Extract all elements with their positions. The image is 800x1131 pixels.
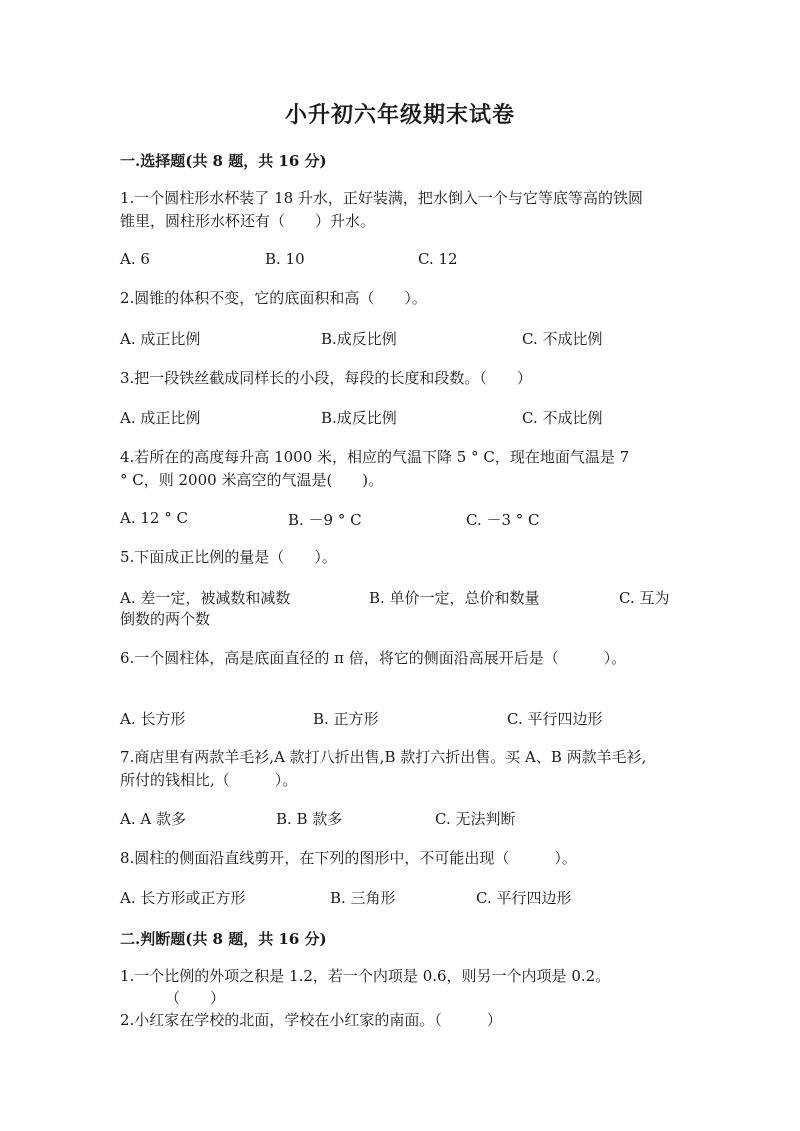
question-8-option-a: A. 长方形或正方形 bbox=[120, 889, 246, 907]
question-6-option-a: A. 长方形 bbox=[120, 710, 186, 728]
tf-question-1-answer-blank: （ ） bbox=[165, 989, 226, 1007]
question-6-option-b: B. 正方形 bbox=[313, 710, 379, 728]
question-1-line-1: 1.一个圆柱形水杯装了 18 升水，正好装满，把水倒入一个与它等底等高的铁圆 bbox=[120, 189, 643, 207]
section-header-true-false: 二.判断题(共 8 题，共 16 分) bbox=[120, 930, 327, 948]
question-8-option-c: C. 平行四边形 bbox=[476, 889, 572, 907]
question-7-line-1: 7.商店里有两款羊毛衫,A 款打八折出售,B 款打六折出售。买 A、B 两款羊毛衫, bbox=[120, 748, 647, 766]
tf-question-1-line-1: 1.一个比例的外项之积是 1.2，若一个内项是 0.6，则另一个内项是 0.2。 bbox=[120, 967, 611, 985]
question-5-option-a: A. 差一定，被减数和减数 bbox=[120, 589, 291, 607]
page-title: 小升初六年级期末试卷 bbox=[284, 102, 515, 128]
question-3-option-b: B.成反比例 bbox=[321, 409, 397, 427]
question-3-option-a: A. 成正比例 bbox=[120, 409, 201, 427]
question-5-option-c: C. 互为 bbox=[619, 589, 670, 607]
question-5-line-1: 5.下面成正比例的量是（ ）。 bbox=[120, 548, 337, 566]
question-4-line-2: ° C，则 2000 米高空的气温是( )。 bbox=[120, 471, 384, 489]
question-7-line-2: 所付的钱相比,（ ）。 bbox=[120, 771, 298, 789]
question-2-line-1: 2.圆锥的体积不变，它的底面积和高（ ）。 bbox=[120, 289, 427, 307]
question-6-line-1: 6.一个圆柱体，高是底面直径的 π 倍，将它的侧面沿高展开后是（ ）。 bbox=[120, 649, 627, 667]
question-2-option-b: B.成反比例 bbox=[321, 330, 397, 348]
question-5-option-c-continued: 倒数的两个数 bbox=[120, 610, 211, 628]
section-header-multiple-choice: 一.选择题(共 8 题，共 16 分) bbox=[120, 152, 327, 170]
question-1-option-a: A. 6 bbox=[120, 250, 150, 268]
tf-question-2-line-1: 2.小红家在学校的北面，学校在小红家的南面。（ ） bbox=[120, 1011, 502, 1029]
question-8-line-1: 8.圆柱的侧面沿直线剪开，在下列的图形中，不可能出现（ ）。 bbox=[120, 849, 577, 867]
question-3-line-1: 3.把一段铁丝截成同样长的小段，每段的长度和段数。（ ） bbox=[120, 369, 532, 387]
question-7-option-a: A. A 款多 bbox=[120, 810, 186, 828]
question-8-option-b: B. 三角形 bbox=[330, 889, 396, 907]
question-6-option-c: C. 平行四边形 bbox=[507, 710, 603, 728]
question-4-option-c: C. －3 ° C bbox=[466, 511, 540, 529]
question-4-option-b: B. －9 ° C bbox=[288, 511, 362, 529]
question-7-option-c: C. 无法判断 bbox=[435, 810, 516, 828]
question-1-line-2: 锥里，圆柱形水杯还有（ ）升水。 bbox=[120, 212, 376, 230]
question-2-option-a: A. 成正比例 bbox=[120, 330, 201, 348]
question-3-option-c: C. 不成比例 bbox=[522, 409, 603, 427]
question-1-option-b: B. 10 bbox=[265, 250, 305, 268]
question-7-option-b: B. B 款多 bbox=[276, 810, 343, 828]
question-4-option-a: A. 12 ° C bbox=[120, 509, 188, 527]
question-4-line-1: 4.若所在的高度每升高 1000 米，相应的气温下降 5 ° C，现在地面气温是 7 bbox=[120, 448, 630, 466]
question-1-option-c: C. 12 bbox=[418, 250, 458, 268]
question-5-option-b: B. 单价一定，总价和数量 bbox=[369, 589, 540, 607]
question-2-option-c: C. 不成比例 bbox=[522, 330, 603, 348]
